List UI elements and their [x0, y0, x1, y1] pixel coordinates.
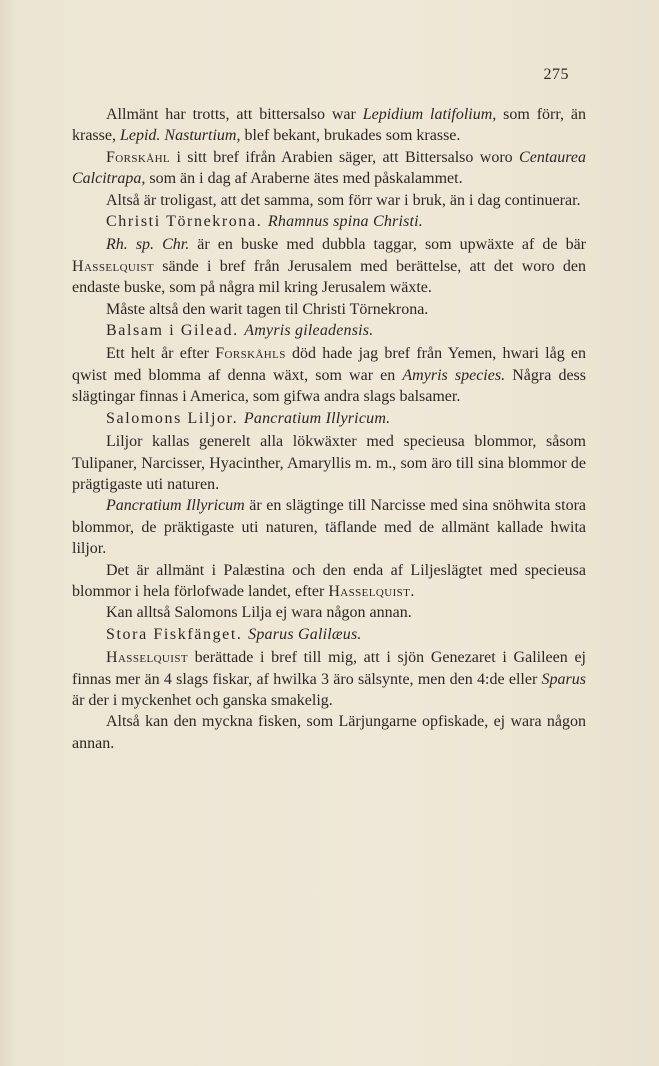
paragraph: Liljor kallas generelt alla lökwäxter med specieusa blommor, såsom Tulipaner, Narcisser, Hyacinther, Amaryllis m. m., som äro till sina blommor de prägtigaste uti naturen. [72, 433, 586, 493]
heading-title: Christi Törnekrona. [106, 213, 263, 231]
text-run: Allmänt har trotts, att bittersalso war [106, 106, 363, 123]
text-run: död hade jag bref från Yemen, hwari låg en qwist med blomma af denna wäxt, som war en [72, 345, 586, 384]
person-name: Forskåhl [106, 148, 171, 166]
person-name: Hasselquist [72, 257, 154, 275]
text-run: Ett helt år efter [106, 345, 216, 363]
person-name: Hasselquist [106, 649, 188, 667]
paragraph [72, 343, 586, 407]
latin-name: Lepid. Nasturtium, [119, 127, 241, 145]
heading-latin-name: Amyris gileadensis. [244, 322, 374, 340]
text-run: som förr, än krasse, [72, 106, 587, 145]
text-run: som än i dag af Araberne ätes med påskalammet. [145, 170, 463, 188]
section-heading [72, 624, 586, 645]
section-heading [72, 320, 586, 341]
latin-name: Centaurea Calcitrapa, [72, 148, 586, 188]
page-number: 275 [543, 66, 569, 83]
person-name: Forskåhls [215, 345, 286, 363]
text-run: är der i myckenhet och ganska smakelig. [72, 691, 333, 709]
latin-name: Amyris species. [402, 366, 506, 384]
text-run: berättade i bref till mig, att i sjön Genezaret i Galileen ej finnas mer än 4 slags fiskar, af hwilka 3 äro sälsynte, men den 4:de eller [72, 649, 586, 688]
section-heading [72, 408, 586, 429]
text-run: är en buske med dubbla taggar, som upwäxte af de bär [189, 236, 587, 254]
paragraph [72, 147, 586, 190]
section-heading [72, 211, 586, 232]
text-run: blef bekant, brukades som krasse. [240, 127, 461, 145]
heading-title: Balsam i Gilead. [106, 322, 239, 340]
paragraph [72, 647, 586, 711]
latin-name: Rh. sp. Chr. [106, 236, 190, 254]
heading-title: Salomons Liljor. [106, 409, 239, 427]
paragraph: Kan alltså Salomons Lilja ej wara någon annan. [106, 604, 412, 622]
text-run: Det är allmänt i Palæstina och den enda af Liljeslägtet med specieusa blommor i hela förlofwade landet, efter [72, 561, 586, 600]
paragraph: Måste altså den warit tagen til Christi Törnekrona. [106, 300, 429, 318]
text-run: sände i bref från Jerusalem med berättelse, att det woro den endaste buske, som på några mil kring Jerusalem wäxte. [72, 257, 586, 297]
page-text [72, 104, 586, 754]
paragraph [72, 104, 586, 147]
paragraph [72, 234, 586, 298]
heading-latin-name: Pancratium Illyricum. [243, 409, 391, 427]
text-run: är en slägtinge till Narcisse med sina snöhwita stora blommor, de präktigaste uti naturen, täflande med de allmänt kallade hwita liljor. [72, 497, 587, 558]
heading-title: Stora Fiskfänget. [106, 625, 243, 643]
latin-name: Pancratium Illyricum [106, 497, 245, 515]
heading-latin-name: Sparus Galilæus. [248, 625, 362, 643]
paragraph: Altså kan den myckna fisken, som Lärjungarne opfiskade, ej wara någon annan. [72, 713, 586, 752]
latin-name: Sparus [541, 670, 586, 688]
paragraph [72, 495, 586, 559]
person-name: Hasselquist [328, 582, 411, 600]
paragraph [72, 560, 586, 603]
heading-latin-name: Rhamnus spina Christi. [267, 213, 424, 231]
paragraph: Altså är troligast, att det samma, som förr war i bruk, än i dag continuerar. [106, 191, 581, 209]
text-run: . [410, 582, 415, 600]
latin-name: Lepidium latifolium, [362, 106, 497, 123]
text-run: i sitt bref ifrån Arabien säger, att Bittersalso woro [170, 148, 520, 166]
text-run: Några dess slägtingar finnas i America, som gifwa andra slags balsamer. [72, 366, 586, 406]
